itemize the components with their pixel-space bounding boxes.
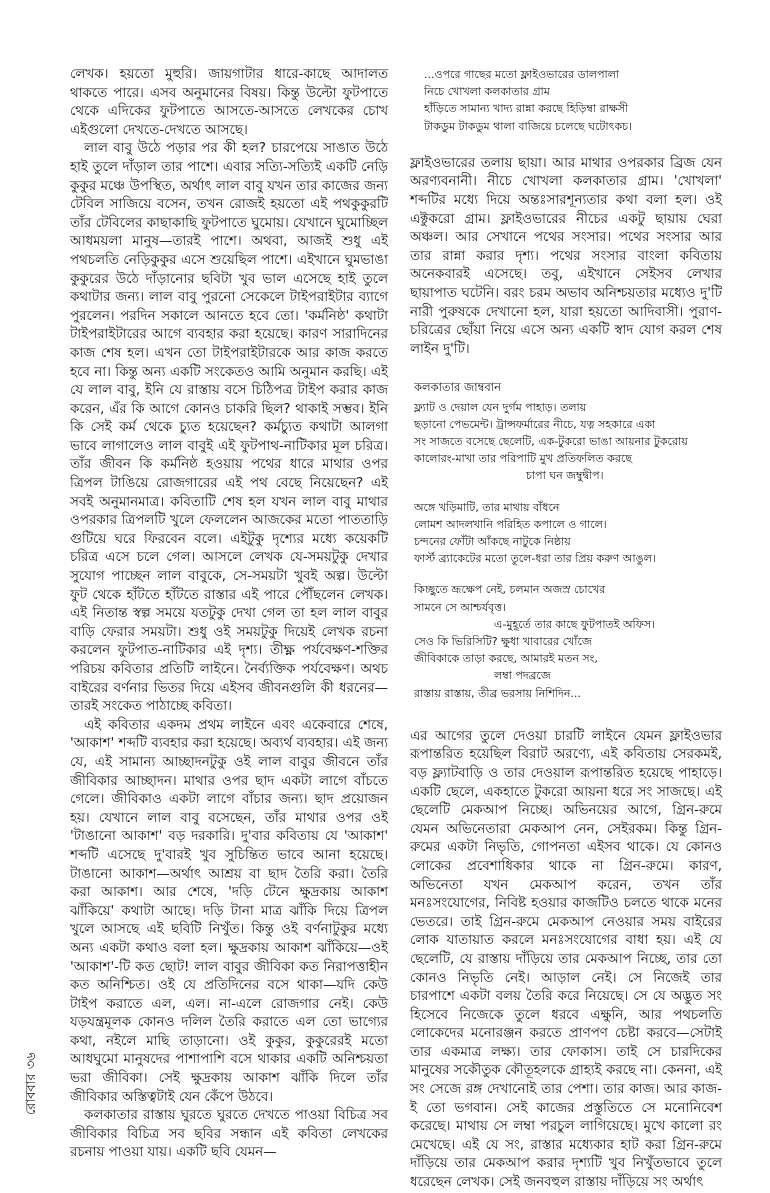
paragraph: কলকাতার রাস্তায় ঘুরতে ঘুরতে দেখতে পাওয়া বিচিত্র সব জীবিকার বিচিত্র সব ছবির সন্ধান এই কবিতা লেখকের রচনায় পাওয়া যায়। একটি ছবি যেমন— <box>70 1108 388 1161</box>
poem-line: চন্দনের ফোঁটা আঁকছে নাটুকে নিষ্ঠায় <box>414 534 571 548</box>
poem-line: এ-মুহূর্তে তার কাছে ফুটপাতই অফিস। <box>494 617 655 631</box>
paragraph: ফ্লাইওভারের তলায় ছায়া। আর মাথার ওপরকার ব্রিজ যেন অরণ্যবনানী। নীচে খোখলা কলকাতার গ্রাম। 'খোখলা' শব্দটির মধ্যে দিয়ে অন্তঃসারশূন্যতার কথা বলা হল। ওই এক্টুকরো গ্রাম। ফ্লাইওভারের নীচের একটু ছায়ায় ঘেরা অঞ্চল। আর সেখানে পথের সংসার। পথের সংসার আর তার রান্না করার দৃশ্য। পথের সংসার বাংলা কবিতায় অনেকবারই এসেছে। তবু, এইখানে সেইসব লেখার ছায়াপাত ঘটেনি। বরং চরম অভাব অনিশ্চয়তার মধ্যেও দু'টি নারী পুরুষকে দেখানো হল, যারা হয়তো আদিবাসী। পুরাণ-চরিত্রের ছোঁয়া নিয়ে এসে অন্য একটি স্বাদ যোগ করল শেষ লাইন দু'টি। <box>410 155 722 357</box>
poem-line: চাপা ঘন জম্বুদ্বীপ। <box>526 469 604 483</box>
poem-stanza-1 <box>414 399 722 485</box>
quoted-poem-jambuban <box>410 379 722 701</box>
poem-line: রাস্তায় রাস্তায়, তীব্র ভরসায় নিশিদিন... <box>414 686 581 700</box>
poem-line: ফার্স্ট ব্র্যাকেটের মতো তুলে-ধরা তার প্রিয় করুণ আঙুল। <box>414 552 656 566</box>
poem-line: সেও কি ভিরিসিটি? ক্ষুধা খাবারের খোঁজে <box>414 634 592 648</box>
poem-line: নিচে খোখলা কলকাতার গ্রাম <box>424 85 550 99</box>
paragraph: লাল বাবু উঠে পড়ার পর কী হল? চারপেয়ে সাঙাত উঠে হাই তুলে দাঁড়াল তার পাশে। এবার সত্যি-সত্যিই একটি নেড়ি কুকুর মঞ্চে উপস্থিত, অর্থাৎ লাল বাবু যখন তার কাজের জন্য টেবিল সাজিয়ে বসেন, তখন রোজই হয়তো এই পথকুকুরটি তাঁর টেবিলের কাছাকাছি ফুটপাতে ঘুমোয়। যেখানে ঘুমোচ্ছিল আধময়লা মানুষ—তারই পাশে। অথবা, আজই শুধু এই পথচলতি নেড়িকুকুর এসে শুয়েছিল পাশে। এইখানে ঘুমভাঙা কুকুরের উঠে দাঁড়ানোর ছবিটা খুব ভাল এসেছে হাই তুলে কথাটার জন্য। লাল বাবু পুরনো সেকেলে টাইপরাইটার ব্যাগে পুরলেন। পরদিন সকালে আনতে হবে তো। 'কর্মনিষ্ঠ' কথাটা টাইপরাইটারের আগে ব্যবহার করা হয়েছে। কারণ সারাদিনের কাজ শেষ হল। এখন তো টাইপরাইটারকে আর কাজ করতে হবে না। কিন্তু অন্য একটি সংকেতও আমি অনুমান করছি। এই যে লাল বাবু, ইনি যে রাস্তায় বসে চিঠিপত্র টাইপ করার কাজ করেন, এঁর কি আগে কোনও চাকরি ছিল? থাকাই সম্ভব। ইনি কি সেই কর্ম থেকে চ্যুত হয়েছেন? কর্মচ্যুত কথাটা আলগা ভাবে লাগালেও লাল বাবুই এই ফুটপাথ-নাটিকার মূল চরিত্র। তাঁর জীবন কি কর্মনিষ্ঠ হওয়ায় পথের ধারে মাথার ওপর ত্রিপল টাঙিয়ে রোজগারের এই পথ বেছে নিয়েছেন? এই সবই অনুমানমাত্র। কবিতাটি শেষ হল যখন লাল বাবু মাথার ওপরকার ত্রিপলটি খুলে ফেললেন আজকের মতো পাততাড়ি গুটিয়ে ঘরে ফিরবেন বলে। এইটুকু দৃশ্যের মধ্যে কয়েকটি চরিত্র এসে চলে গেল। আসলে লেখক যে-সময়টুকু দেখার সুযোগ পাচ্ছেন লাল বাবুকে, সে-সময়টা খুবই অল্প। উল্টো ফুট থেকে হাঁটতে হাঁটতে রাস্তার এই পারে পৌঁছলেন লেখক। এই নিতান্ত স্বল্প সময়ে যতটুকু দেখা গেল তা হল লাল বাবুর বাড়ি ফেরার সময়টা। শুধু ওই সময়টুকু দিয়েই লেখক রচনা করলেন ফুটপাত-নাটিকার এই দৃশ্য। তীক্ষ্ণ পর্যবেক্ষণ-শক্তির পরিচয় কবিতার প্রতিটি লাইনে। নৈর্ব্যক্তিক পর্যবেক্ষণ। অথচ বাইরের বর্ণনার ভিতর দিয়ে এইসব জীবনগুলি কী ধরনের—তারই সংকেত পাঠাচ্ছে কবিতা। <box>70 141 388 715</box>
poem-title: কলকাতার জাম্ববান <box>414 380 501 395</box>
paragraph: লেখক। হয়তো মুহুরি। জায়গাটার ধারে-কাছে আদালত থাকতে পারে। এসব অনুমানের বিষয়। কিন্তু উল্টো ফুটপাতে থেকে এদিকের ফুটপাতে আসতে-আসতে লেখকের চোখ এইগুলো দেখতে-দেখতে আসছে। <box>70 67 388 138</box>
paragraph: এর আগের তুলে দেওয়া চারটি লাইনে যেমন ফ্লাইওভার রূপান্তরিত হয়েছিল বিরাট অরণ্যে, এই কবিতায় সেরকমই, বড় ফ্ল্যাটবাড়ি ও তার দেওয়াল রূপান্তরিত হয়েছে পাহাড়ে। একটি ছেলে, একহাতে টুকরো আয়না ধরে সং সাজছে। এই ছেলেটি মেকআপ নিচ্ছে। অভিনয়ের আগে, গ্রিন-রুমে যেমন অভিনেতারা মেকআপ নেন, সেইরকম। কিন্তু গ্রিন-রুমের একটা নিভৃতি, গোপনতা এইসব থাকে। যে কোনও লোকের প্রবেশাধিকার থাকে না গ্রিন-রুমে। কারণ, অভিনেতা যখন মেকআপ করেন, তখন তাঁর মনঃসংযোগের, নিবিষ্ট হওয়ার কাজটিও চলতে থাকে মনের ভেতরে। তাই গ্রিন-রুমে মেকআপ নেওয়ার সময় বাইরের লোক যাতায়াত করলে মনঃসংযোগের বাধা হয়। এই যে ছেলেটি, যে রাস্তায় দাঁড়িয়ে তার মেকআপ নিচ্ছে, তার তো কোনও নিভৃতি নেই। আড়াল নেই। সে নিজেই তার চারপাশে একটা বলয় তৈরি করে নিয়েছে। সে যে অদ্ভুত সং হিসেবে নিজেকে তুলে ধরবে এক্ষুনি, আর পথচলতি লোকেদের মনোরঞ্জন করতে প্রাণপণ চেষ্টা করবে—সেটাই তার একমাত্র লক্ষ্য। তার ফোকাস। তাই সে চারদিকের মানুষের সকৌতুক কৌতূহলকে গ্রাহ্যই করছে না। কেননা, এই সং সেজে রঙ্গ দেখানোই তার পেশা। তার কাজ। আর কাজ-ই তো ভগবান। সেই কাজের প্রস্তুতিতে সে মনোনিবেশ করেছে। মাথায় সে লম্বা পরচুল লাগিয়েছে। মুখে কালো রং মেখেছে। এই যে সং, রাস্তার মধ্যেকার হাট করা গ্রিন-রুমে দাঁড়িয়ে তার মেকআপ করার দৃশ্যটি খুব নিখুঁতভাবে তুলে ধরেছেন লেখক। সেই জনবহুল রাস্তায় দাঁড়িয়ে সং অর্থাৎ <box>410 728 722 1191</box>
poem-stanza-2 <box>414 499 722 568</box>
poem-line: লম্বা পদব্রজে <box>494 669 551 683</box>
poem-line: ফ্ল্যাট ও দেয়াল যেন দুর্গম পাহাড়। তলায় <box>414 400 587 414</box>
right-column <box>410 66 722 1193</box>
poem-line: লোমশ আদলখানি পরিহিত কপালে ও গালে। <box>414 517 607 531</box>
poem-stanza-3 <box>414 581 722 701</box>
magazine-name-page-number: রোববার ৩৬ <box>24 1052 39 1115</box>
left-column <box>70 66 388 1163</box>
poem-line: হাঁড়িতে সামান্য খাদ্য রান্না করছে হিড়িম্বা রাক্ষসী <box>424 102 629 116</box>
poem-line: ...ওপরে গাছের মতো ফ্লাইওভারের ডালপালা <box>424 68 620 81</box>
poem-line: টাকডুম টাকডুম থালা বাজিয়ে চলেছে ঘটোৎকচ। <box>424 119 633 133</box>
poem-line: কিচ্ছুতে ভ্রূক্ষেপ নেই, চলমান অজস্র চোখের <box>414 583 606 597</box>
poem-line: সং সাজতে বসেছে ছেলেটি, এক-টুকরো ভাঙা আয়নার টুকরোয় <box>414 434 688 448</box>
poem-line: কালোরং-মাখা তার পরিপাটি মুখ প্রতিফলিত করছে <box>414 452 633 466</box>
poem-line: সামনে সে আশ্চর্যবৃত্ত। <box>414 600 507 614</box>
quoted-poem-flyover <box>410 66 722 135</box>
poem-line: অঙ্গে খড়িমাটি, তার মাথায় বাঁধনে <box>414 500 560 514</box>
poem-line: ছড়ানো পেভমেন্ট। ট্রান্সফর্মারের নীচে, যত্ন সহকারে একা <box>414 417 656 431</box>
poem-line: জীবিকাকে তাড়া করছে, আমারই মতন সং, <box>414 652 598 666</box>
page-number-sidebar <box>20 1045 40 1115</box>
paragraph: এই কবিতার একদম প্রথম লাইনে এবং একেবারে শেষে, 'আকাশ' শব্দটি ব্যবহার করা হয়েছে। অব্যর্থ ব্যবহার। এই জন্য যে, এই সামান্য আচ্ছাদনটুকু ওই লাল বাবুর জীবনে তাঁর জীবিকার আচ্ছাদন। মাথার ওপর ছাদ একটা লাগে বাঁচতে গেলে। জীবিকাও একটা লাগে বাঁচার জন্য। ছাদ প্রয়োজন হয়। যেখানে লাল বাবু বসেছেন, তাঁর মাথার ওপর ওই 'টাঙানো আকাশ' বড় দরকারি। দু'বার কবিতায় যে 'আকাশ' শব্দটি এসেছে দু'বারই খুব সুচিন্তিত ভাবে আনা হয়েছে। টাঙানো আকাশ—অর্থাৎ আশ্রয় বা ছাদ তৈরি করা। তৈরি করা আকাশ। আর শেষে, 'দড়ি টেনে ক্ষুদ্রকায় আকাশ ঝাঁকিয়ে' কথাটা আছে। দড়ি টানা মাত্র ঝাঁকি দিয়ে ত্রিপল খুলে আসছে এই ছবিটি নিখুঁত। কিন্তু ওই বর্ণনাটুকুর মধ্যে অন্য একটা কথাও বলা হল। ক্ষুদ্রকায় আকাশ ঝাঁকিয়ে—ওই 'আকাশ'-টি কত ছোট! লাল বাবুর জীবিকা কত নিরাপত্তাহীন কত অনিশ্চিত। ওই যে প্রতিদিনের বসে থাকা—যদি কেউ টাইপ করাতে এল, এল। না-এলে রোজগার নেই। কেউ যড়যন্ত্রমূলক কোনও দলিল তৈরি করাতে এল তো ভাগ্যের কথা, নইলে মাছি তাড়ানো। ওই কুকুর, কুকুরেরই মতো আধঘুমো মানুষদের পাশাপাশি বসে থাকার একটি অনিশ্চয়তা ভরা জীবিকা। সেই ক্ষুদ্রকায় আকাশ ঝাঁকি দিলে তাঁর জীবিকার অস্তিত্বটাই যেন কেঁপে উঠবে। <box>70 717 388 1105</box>
